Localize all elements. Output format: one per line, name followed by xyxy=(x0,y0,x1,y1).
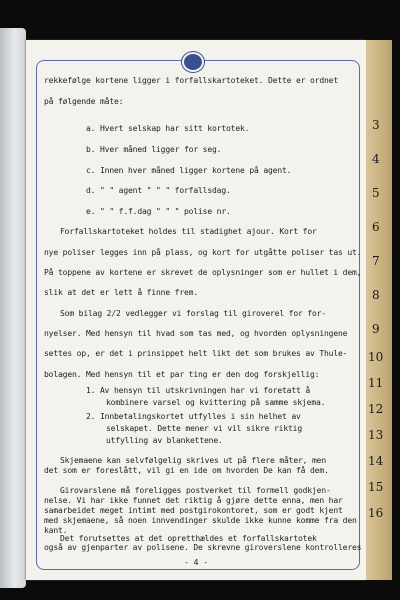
binder-ring-edge xyxy=(0,28,26,588)
line-7: Forfallskartoteket holdes til stadighet ajour. Kort for xyxy=(60,227,317,236)
line-15: 1. Av hensyn til utskrivningen har vi foretatt å xyxy=(86,386,310,395)
line-17: 2. Innbetalingskortet utfylles i sin helhet av xyxy=(86,412,301,421)
letterhead-emblem xyxy=(182,52,204,72)
index-tab-10[interactable]: 10 xyxy=(368,350,384,364)
line-19: utfylling av blankettene. xyxy=(106,436,223,445)
index-tab-14[interactable]: 14 xyxy=(368,454,384,468)
line-14: bolagen. Med hensyn til et par ting er den dog forskjellig: xyxy=(44,370,320,379)
line-18: selskapet. Dette mener vi vil sikre riktig xyxy=(106,424,302,433)
index-tab-4[interactable]: 4 xyxy=(372,152,380,166)
line-26: kant. xyxy=(44,526,68,535)
line-25: med skjemaene, så noen innvendinger skulde ikke kunne komme fra den xyxy=(44,516,357,525)
line-3: b. Hver måned ligger for seg. xyxy=(86,145,222,154)
line-11: Som bilag 2/2 vedlegger vi forslag til giroverel for for- xyxy=(60,309,326,318)
index-tab-3[interactable]: 3 xyxy=(372,118,380,132)
line-28: også av gjenparter av polisene. De skrevne giroverslene kontrolleres xyxy=(44,543,362,552)
line-0: rekkefølge kortene ligger i forfallskartoteket. Dette er ordnet xyxy=(44,76,338,85)
line-24: samarbeidet meget intimt med postgirokontoret, som er godt kjent xyxy=(44,506,343,515)
line-21: det som er foreslått, vil gi en ide om hvorden De kan få dem. xyxy=(44,466,329,475)
line-12: nyelser. Med hensyn til hvad som tas med, og hvorden oplysningene xyxy=(44,329,348,338)
line-27: Det forutsettes at det opretthældes et forfallskartotek xyxy=(60,534,317,543)
index-tab-strip xyxy=(366,40,392,580)
line-4: c. Innen hver måned ligger kortene på agent. xyxy=(86,166,292,175)
index-tab-15[interactable]: 15 xyxy=(368,480,384,494)
index-tab-7[interactable]: 7 xyxy=(372,254,380,268)
index-tab-12[interactable]: 12 xyxy=(368,402,384,416)
page-number: - 4 - xyxy=(183,558,209,567)
index-tab-13[interactable]: 13 xyxy=(368,428,384,442)
line-1: på følgende måte: xyxy=(44,97,124,106)
index-tab-9[interactable]: 9 xyxy=(372,322,380,336)
index-tab-5[interactable]: 5 xyxy=(372,186,380,200)
line-20b: Skjemaene kan selvfølgelig skrives ut på flere måter, men xyxy=(60,456,326,465)
index-tab-16[interactable]: 16 xyxy=(368,506,384,520)
line-6: e. " " f.f.dag " " " polise nr. xyxy=(86,207,231,216)
line-10: slik at det er lett å finne frem. xyxy=(44,288,198,297)
line-16: kombinere varsel og kvittering på samme skjema. xyxy=(106,398,326,407)
line-2: a. Hvert selskap har sitt kortotek. xyxy=(86,124,250,133)
line-9: På toppene av kortene er skrevet de oplysninger som er hullet i dem, xyxy=(44,268,362,277)
line-13: settes op, er det i prinsippet helt likt det som brukes av Thule- xyxy=(44,349,348,358)
line-22: Girovarslene må foreligges postverket til formell godkjen- xyxy=(60,486,331,495)
line-8: nye poliser legges inn på plass, og kort for utgåtte poliser tas ut. xyxy=(44,248,362,257)
index-tab-6[interactable]: 6 xyxy=(372,220,380,234)
line-5: d. " " agent " " " forfallsdag. xyxy=(86,186,231,195)
index-tab-8[interactable]: 8 xyxy=(372,288,380,302)
line-23: nelse. Vi har ikke funnet det riktig å gjøre dette enna, men har xyxy=(44,496,343,505)
index-tab-11[interactable]: 11 xyxy=(368,376,384,390)
document-page xyxy=(26,40,366,580)
